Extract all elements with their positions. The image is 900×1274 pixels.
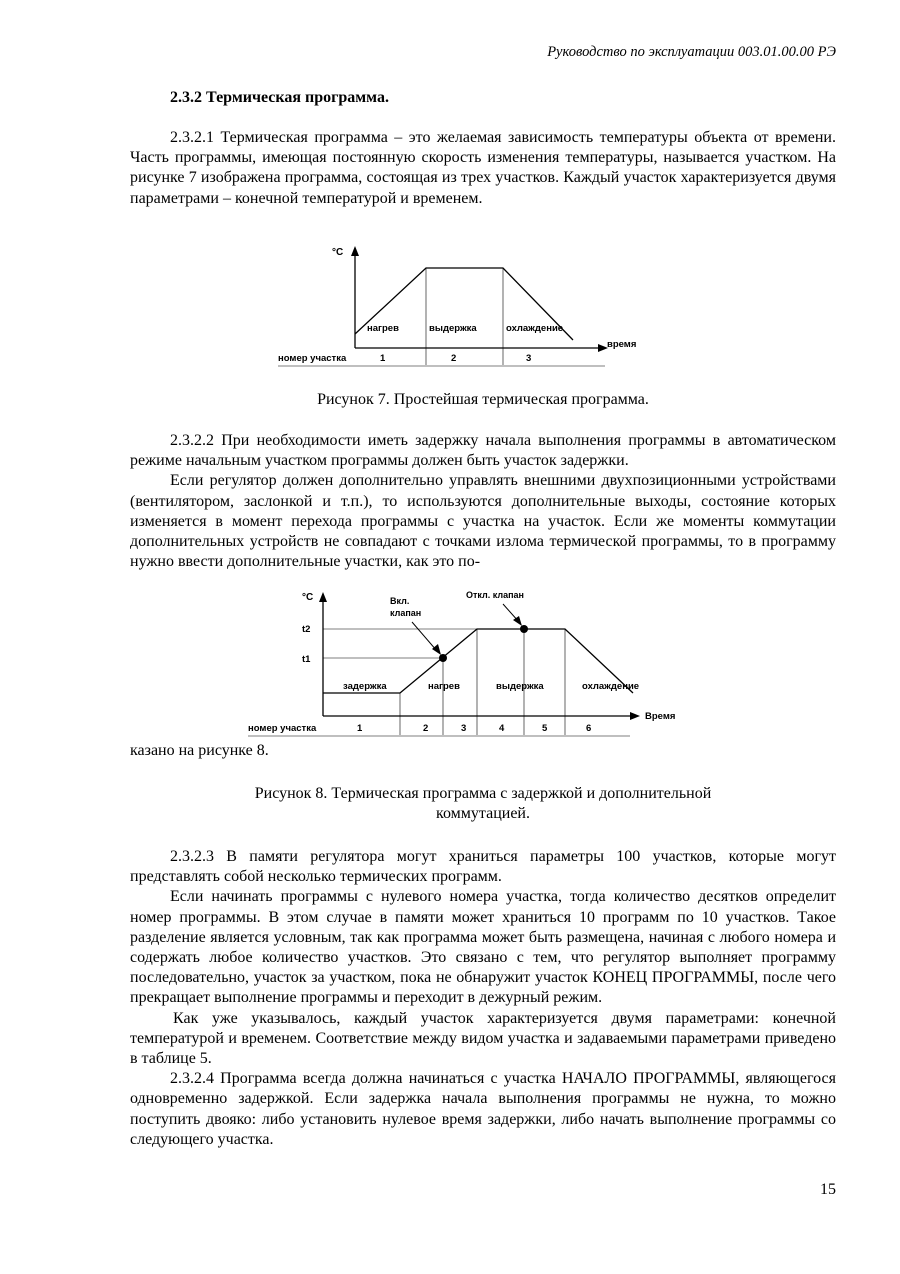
segment-number: 1 xyxy=(380,353,386,364)
y-unit-label: °С xyxy=(302,592,314,603)
section-title: 2.3.2 Термическая программа. xyxy=(170,89,389,106)
paragraph-text: 2.3.2.4 Программа всегда должна начинаться с участка НАЧАЛО ПРОГРАММЫ, являющегося одновременно задержкой. Если задержка начала выполнения программы не нужна, то можно поступить двояко: либо установить нулевое время задержки, либо начать выполнение программы со следующего участка. xyxy=(130,1070,836,1148)
valve-on-point xyxy=(439,654,447,662)
segment-label: нагрев xyxy=(367,323,399,334)
segment-label: нагрев xyxy=(428,681,460,692)
valve-on-pointer xyxy=(412,622,437,651)
paragraph-2-3-2-1 xyxy=(130,128,836,209)
segment-label: выдержка xyxy=(496,681,544,692)
row-label: номер участка xyxy=(248,723,317,734)
paragraph-continuation: казано на рисунке 8. xyxy=(130,742,269,759)
page-number: 15 xyxy=(820,1181,836,1198)
level-label-t2: t2 xyxy=(302,624,311,635)
valve-on-label: клапан xyxy=(390,608,422,618)
segment-label: задержка xyxy=(343,681,387,692)
segment-number: 2 xyxy=(423,723,429,734)
valve-on-pointer-arrow xyxy=(432,644,441,655)
valve-off-label: Откл. клапан xyxy=(466,590,524,600)
valve-off-point xyxy=(520,625,528,633)
y-axis-arrow xyxy=(351,246,359,256)
valve-on-label: Вкл. xyxy=(390,596,410,606)
segment-number: 1 xyxy=(357,723,363,734)
segment-number: 2 xyxy=(451,353,457,364)
paragraph-2-3-2-3 xyxy=(130,847,836,1150)
figure-7-chart xyxy=(270,240,670,370)
figure-7-caption: Рисунок 7. Простейшая термическая программа. xyxy=(317,391,649,408)
row-label: номер участка xyxy=(278,353,347,364)
segment-label: выдержка xyxy=(429,323,477,334)
figure-8-chart xyxy=(240,585,690,743)
paragraph-text: Если начинать программы с нулевого номера участка, тогда количество десятков определит номер программы. В этом случае в памяти может храниться 10 программ по 10 участков. Такое разделение является условным, так как программа может быть размещена, начиная с любого номера и содержать любое количество участков. Это связано с тем, что регулятор выполняет программу последовательно, участок за участком, пока не обнаружит участок КОНЕЦ ПРОГРАММЫ, после чего прекращает выполнение программы и переходит в дежурный режим. xyxy=(130,888,836,1007)
segment-label: охлаждение xyxy=(582,681,640,692)
caption-line: Рисунок 8. Термическая программа с задержкой и дополнительной xyxy=(254,785,712,802)
paragraph-text: 2.3.2.2 При необходимости иметь задержку начала выполнения программы в автоматическом режиме начальным участком программы должен быть участок задержки. xyxy=(130,432,836,470)
segment-label: охлаждение xyxy=(506,323,564,334)
level-label-t1: t1 xyxy=(302,654,311,665)
segment-number: 5 xyxy=(542,723,548,734)
y-unit-label: °С xyxy=(332,247,344,258)
paragraph-text: Как уже указывалось, каждый участок характеризуется двумя параметрами: конечной температурой и временем. Соответствие между видом участка и задаваемыми параметрами приведено в таблице 5. xyxy=(130,1009,836,1068)
figure-8-caption xyxy=(130,784,836,824)
running-header: Руководство по эксплуатации 003.01.00.00 РЭ xyxy=(547,44,836,60)
paragraph-2-3-2-2 xyxy=(130,431,836,572)
segment-number: 3 xyxy=(461,723,467,734)
segment-number: 4 xyxy=(499,723,505,734)
segment-number: 3 xyxy=(526,353,532,364)
paragraph-text: 2.3.2.3 В памяти регулятора могут храниться параметры 100 участков, которые могут представлять собой несколько термических программ. xyxy=(130,848,836,886)
segment-number: 6 xyxy=(586,723,592,734)
caption-line: коммутацией. xyxy=(436,805,530,822)
paragraph-text: Если регулятор должен дополнительно управлять внешними двухпозиционными устройствами (вентилятором, заслонкой и т.п.), то используются дополнительные выходы, состояние которых изменяется в момент перехода программы с участка на участок. Если же моменты коммутации дополнительных устройств не совпадают с точками излома термической программы, то в программу нужно ввести дополнительные участки, как это по- xyxy=(130,472,836,571)
x-axis-arrow xyxy=(630,712,640,720)
paragraph-text: 2.3.2.1 Термическая программа – это желаемая зависимость температуры объекта от времени. Часть программы, имеющая постоянную скорость изменения температуры, называется участком. На рисунке 7 изображена программа, состоящая из трех участков. Каждый участок характеризуется двумя параметрами – конечной температурой и временем. xyxy=(130,129,836,207)
x-axis-label: время xyxy=(607,339,637,350)
x-axis-label: Время xyxy=(645,711,676,722)
y-axis-arrow xyxy=(319,592,327,602)
